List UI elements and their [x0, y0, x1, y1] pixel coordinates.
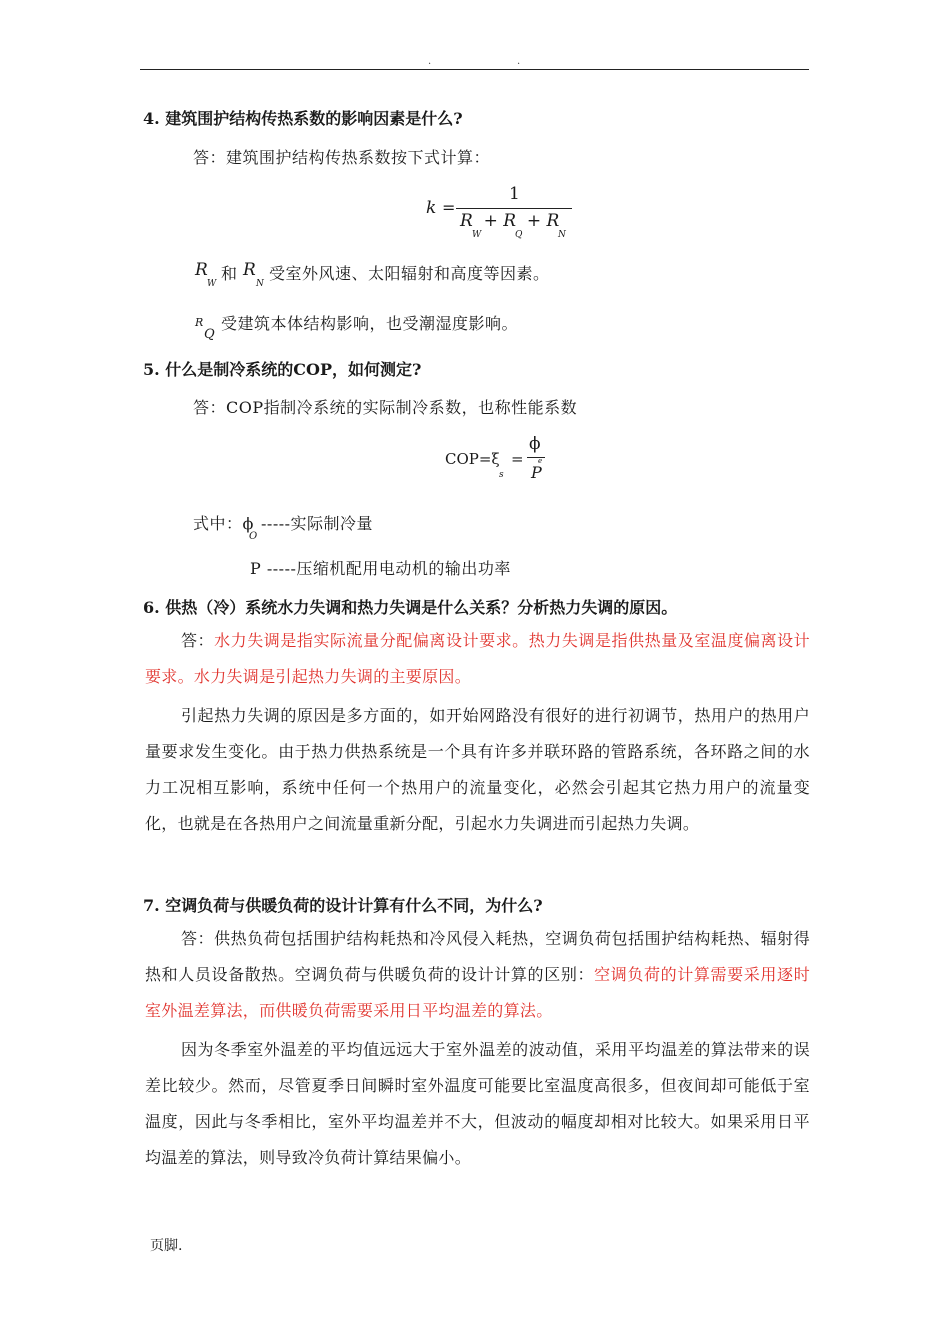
header-dot: . — [428, 56, 432, 67]
rq-line — [195, 311, 615, 345]
formula-sub-n: N — [558, 230, 566, 240]
formula-lhs: k — [426, 198, 437, 218]
question-7-paragraph: 因为冬季室外温差的平均值远远大于室外温差的波动值，采用平均温差的算法带来的误差比较少。然而，尽管夏季日间瞬时室外温度可能要比室温度高很多，但夜间却可能低于室温度，因此与冬季相比，室外平均温差并不大，但波动的幅度却相对比较大。如果采用日平均温差的算法，则导致冷负荷计算结果偏小。 — [145, 1040, 810, 1167]
sub-s: s — [499, 470, 504, 480]
where-line — [193, 511, 613, 545]
sub-w: W — [207, 279, 217, 289]
question-5-answer: 答：COP指制冷系统的实际制冷系数，也称性能系数 — [193, 398, 578, 417]
formula-numerator: 1 — [509, 184, 520, 204]
formula-eq: = — [511, 450, 524, 468]
formula-sub-w: W — [472, 230, 482, 240]
formula-denominator: P — [531, 463, 542, 482]
question-7-title: 7. 空调负荷与供暖负荷的设计计算有什么不同，为什么? — [143, 896, 543, 915]
sub-o: O — [249, 531, 258, 542]
where-label: 式中：ϕ — [193, 514, 254, 533]
formula-cop — [445, 436, 565, 488]
question-5-title: 5. 什么是制冷系统的COP，如何测定? — [143, 360, 422, 379]
answer-highlight: 空调负荷的计算需要采用逐时室外温差算法，而供暖负荷需要采用日平均温差的算法。 — [145, 965, 810, 1020]
symbol-r: R — [195, 316, 204, 329]
rw-rn-desc: 受室外风速、太阳辐射和高度等因素。 — [269, 264, 550, 283]
fraction-bar — [527, 457, 545, 458]
header-rule — [140, 69, 809, 70]
question-4-answer: 答：建筑围护结构传热系数按下式计算： — [193, 148, 491, 167]
question-6-answer — [145, 623, 810, 695]
formula-denominator: R + R + R — [460, 211, 560, 231]
question-7-answer — [145, 921, 810, 1029]
fraction-bar — [456, 208, 572, 209]
where-desc: -----实际制冷量 — [261, 514, 374, 533]
rw-rn-line — [195, 260, 615, 294]
sub-n: N — [256, 279, 264, 289]
formula-cop-lhs: COP=ξ — [445, 450, 500, 468]
answer-text: 答：供热负荷包括围护结构耗热和冷风侵入耗热，空调负荷包括围护结构耗热、辐射得热和人员设备散热。空调负荷与供暖负荷的设计计算的区别： — [145, 929, 810, 984]
sub-e: e — [538, 457, 543, 465]
sub-q: Q — [204, 327, 215, 342]
formula-sub-q: Q — [515, 230, 523, 240]
text-and: 和 — [221, 264, 238, 283]
rq-desc: 受建筑本体结构影响，也受潮湿度影响。 — [221, 314, 519, 333]
question-6-title: 6. 供热（冷）系统水力失调和热力失调是什么关系？分析热力失调的原因。 — [143, 598, 678, 617]
header-dot: . — [517, 56, 521, 67]
page-footer: 页脚. — [150, 1238, 183, 1254]
formula-numerator: ϕ — [529, 434, 541, 454]
formula-eq: = — [442, 198, 456, 217]
question-6-paragraph: 引起热力失调的原因是多方面的，如开始网路没有很好的进行初调节，热用户的热用户量要求发生变化。由于热力供热系统是一个具有许多并联环路的管路系统，各环路之间的水力工况相互影响，系统中任何一个热用户的流量变化，必然会引起其它热力用户的流量变化，也就是在各热用户之间流量重新分配，引起水力失调进而引起热力失调。 — [145, 706, 810, 833]
answer-prefix: 答： — [181, 631, 215, 650]
question-4-title: 4. 建筑围护结构传热系数的影响因素是什么? — [143, 109, 463, 128]
symbol-r: R — [243, 260, 256, 280]
p-definition: P -----压缩机配用电动机的输出功率 — [250, 559, 511, 578]
formula-k — [420, 182, 580, 242]
answer-highlight: 水力失调是指实际流量分配偏离设计要求。热力失调是指供热量及室温度偏离设计要求。水力失调是引起热力失调的主要原因。 — [145, 631, 810, 686]
symbol-r: R — [195, 260, 208, 280]
